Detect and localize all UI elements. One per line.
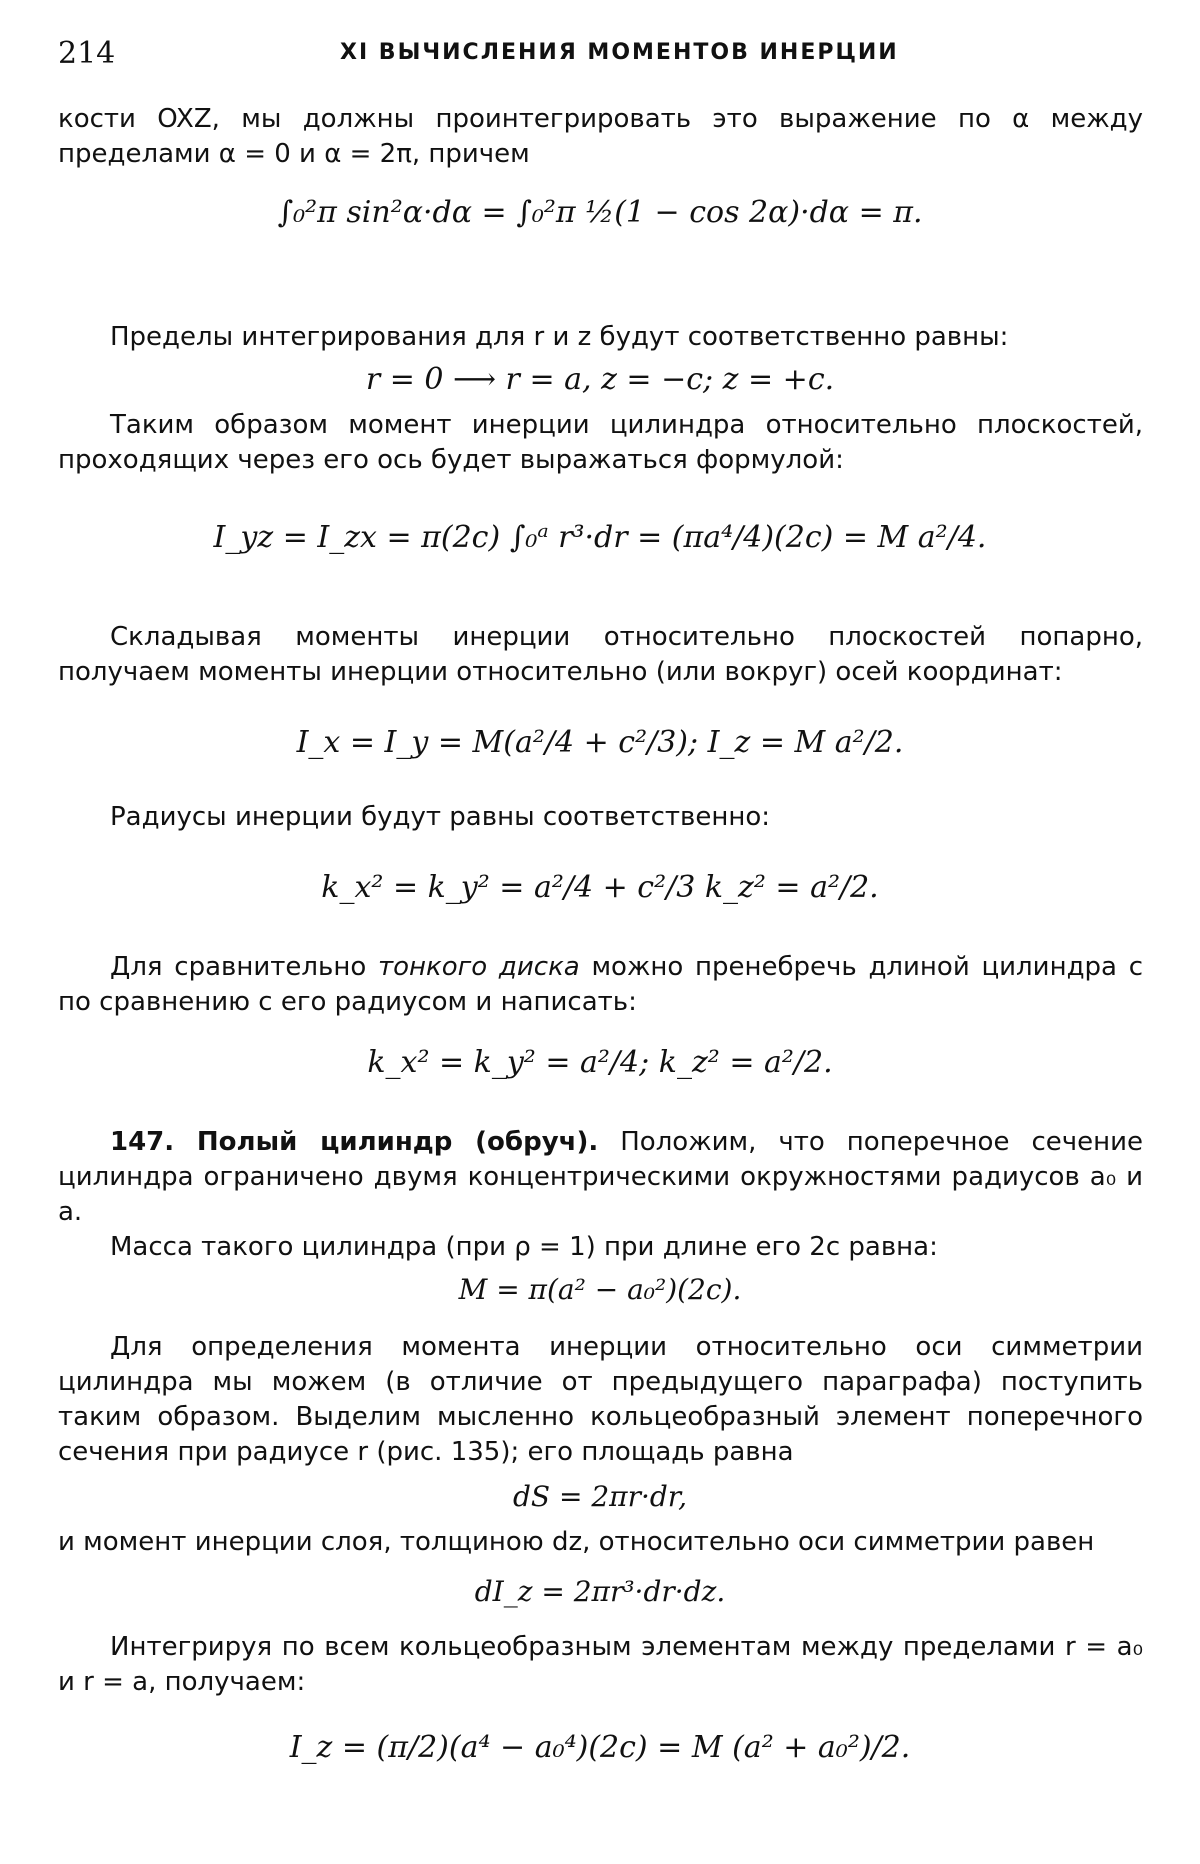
equation-9: dI_z = 2πr³·dr·dz. — [474, 1575, 726, 1608]
paragraph-10: и момент инерции слоя, толщиною dz, относительно оси симметрии равен — [58, 1527, 1095, 1557]
paragraph-6-end: можно пренебречь длиной цилиндра c по сравнению с его радиусом и написать: — [58, 952, 1143, 1017]
equation-8: dS = 2πr·dr, — [512, 1480, 687, 1513]
paragraph-2: Пределы интегрирования для r и z будут соответственно равны: — [110, 322, 1009, 352]
paragraph-4: Складывая моменты инерции относительно плоскостей попарно, получаем моменты инерции относительно (или вокруг) осей координат: — [58, 622, 1143, 687]
paragraph-11: Интегрируя по всем кольцеобразным элементам между пределами r = a₀ и r = a, получаем: — [58, 1632, 1143, 1697]
paragraph-3: Таким образом момент инерции цилиндра относительно плоскостей, проходящих через его ось будет выражаться формулой: — [58, 410, 1143, 475]
running-head: XI ВЫЧИСЛЕНИЯ МОМЕНТОВ ИНЕРЦИИ — [340, 40, 899, 65]
paragraph-6 — [58, 950, 1143, 1020]
paragraph-8: Масса такого цилиндра (при ρ = 1) при длине его 2c равна: — [110, 1232, 938, 1262]
paragraph-5: Радиусы инерции будут равны соответственно: — [110, 802, 771, 832]
equation-10: I_z = (π/2)(a⁴ − a₀⁴)(2c) = M (a² + a₀²)/2. — [289, 1730, 911, 1765]
equation-3: I_yz = I_zx = π(2c) ∫₀ᵃ r³·dr = (πa⁴/4)(2c) = M a²/4. — [213, 520, 987, 555]
paragraph-9: Для определения момента инерции относительно оси симметрии цилиндра мы можем (в отличие от предыдущего параграфа) поступить таким образом. Выделим мысленно кольцеобразный элемент поперечного сечения при радиусе r (рис. 135); его площадь равна — [58, 1332, 1143, 1467]
section-147-title: 147. Полый цилиндр (обруч). — [110, 1127, 599, 1157]
equation-7: M = π(a² − a₀²)(2c). — [458, 1273, 742, 1306]
paragraph-7 — [58, 1125, 1143, 1230]
equation-4: I_x = I_y = M(a²/4 + c²/3); I_z = M a²/2. — [296, 725, 904, 760]
paragraph-1: кости OXZ, мы должны проинтегрировать это выражение по α между пределами α = 0 и α = 2π, причем — [58, 104, 1143, 169]
equation-6: k_x² = k_y² = a²/4; k_z² = a²/2. — [367, 1045, 833, 1080]
paragraph-6-emphasis: тонкого диска — [377, 952, 580, 982]
paragraph-6-start: Для сравнительно — [110, 952, 378, 982]
section-147-body: Положим, что поперечное сечение цилиндра ограничено двумя концентрическими окружностями радиусов a₀ и a. — [58, 1127, 1143, 1227]
page-number: 214 — [58, 36, 116, 71]
equation-5: k_x² = k_y² = a²/4 + c²/3 k_z² = a²/2. — [321, 870, 879, 905]
equation-1: ∫₀²π sin²α·dα = ∫₀²π ½(1 − cos 2α)·dα = π. — [277, 195, 923, 230]
equation-2: r = 0 ⟶ r = a, z = −c; z = +c. — [365, 362, 835, 397]
